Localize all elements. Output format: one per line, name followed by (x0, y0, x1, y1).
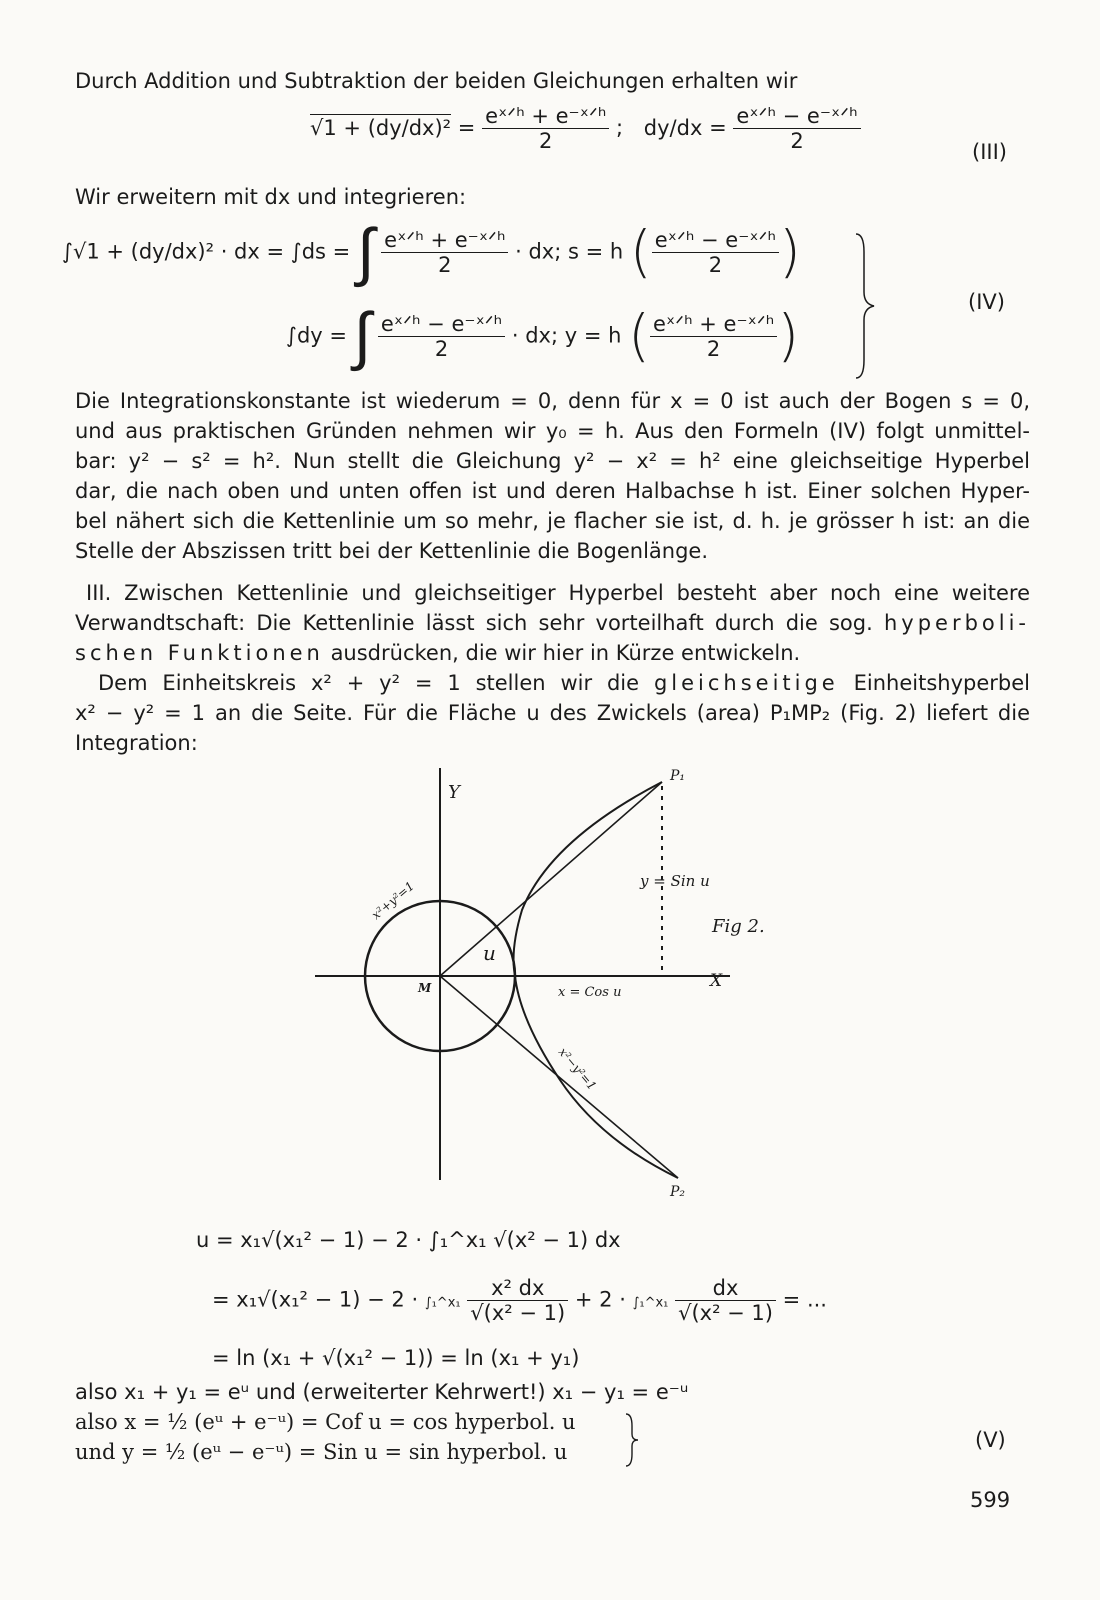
area-u-label: u (483, 941, 496, 965)
para3-line2: x² − y² = 1 an die Seite. Für die Fläche u des Zwickels (area) P₁MP₂ (Fig. 2) liefert die (75, 701, 1030, 725)
eq4-label: (IV) (968, 290, 1005, 314)
para1-line5: bel nähert sich die Kettenlinie um so mehr, je flacher sie ist, d. h. je grösser h ist: an die (75, 509, 1030, 533)
figure-2 (300, 760, 780, 1200)
eq3-label: (III) (972, 140, 1007, 164)
x-axis-label: X (710, 971, 723, 991)
eq5-line3: = ln (x₁ + √(x₁² − 1)) = ln (x₁ + y₁) (212, 1346, 580, 1370)
eq3-frac2: $\frac{\text{eˣᐟʰ − e⁻ˣᐟʰ}}{2}$ (733, 104, 860, 153)
hyperbola-equation-label: x²−y²=1 (555, 1044, 600, 1093)
eq5-line6: und y = ½ (eᵘ − e⁻ᵘ) = Sin u = sin hyperbol. u (75, 1440, 568, 1464)
eq5-label: (V) (975, 1428, 1006, 1452)
para1-line3: bar: y² − s² = h². Nun stellt die Gleichung y² − x² = h² eine gleichseitige Hyperbel (75, 449, 1030, 473)
intro-text: Durch Addition und Subtraktion der beiden Gleichungen erhalten wir (75, 69, 798, 93)
para2-line1: III. Zwischen Kettenlinie und gleichseitiger Hyperbel besteht aber noch eine weitere (86, 581, 1030, 605)
equation-iii: √1 + (dy/dx)² = $\frac{\text{eˣᐟʰ + e⁻ˣᐟʰ}}{2}$ ; dy/dx = $\frac{\text{eˣᐟʰ − e⁻ˣᐟʰ}}{2}$ (310, 104, 861, 153)
eq4-brace (852, 232, 882, 380)
para1-line1: Die Integrationskonstante ist wiederum = 0, denn für x = 0 ist auch der Bogen s = 0, (75, 389, 1030, 413)
eq5-line2: = x₁√(x₁² − 1) − 2 · ∫₁^x₁ $\frac{\text{x² dx}}{\text{√(x² − 1)}}$ + 2 · ∫₁^x₁ $\frac{dx}{\text{√(x² − 1)}}$ = ... (212, 1276, 827, 1325)
spaced-term-gleichseitige: gleichseitige (653, 671, 839, 695)
para3-line3: Integration: (75, 731, 198, 755)
eq5-brace (622, 1412, 642, 1468)
eq3-dydx: dy/dx (643, 115, 703, 140)
abscissa-label: x = Cos u (558, 985, 622, 1000)
spaced-term-funktionen: schen Funktionen (75, 641, 324, 665)
para1-line6: Stelle der Abszissen tritt bei der Kettenlinie die Bogenlänge. (75, 539, 709, 563)
ordinate-label: y = Sin u (640, 872, 710, 890)
para3-line1: Dem Einheitskreis x² + y² = 1 stellen wir die gleichseitige Einheitshyperbel (98, 671, 1030, 695)
equation-iv-line2: ∫dy = ∫ $\frac{\text{eˣᐟʰ − e⁻ˣᐟʰ}}{2}$ · dx; y = h ( $\frac{\text{eˣᐟʰ + e⁻ˣᐟʰ}}{2}$ ) (286, 299, 800, 374)
ray-p1 (440, 782, 662, 976)
origin-label: M (418, 981, 432, 995)
eq3-frac1: $\frac{\text{eˣᐟʰ + e⁻ˣᐟʰ}}{2}$ (482, 104, 609, 153)
para2-line3: schen Funktionen ausdrücken, die wir hier in Kürze entwickeln. (75, 641, 801, 665)
para2-line2: Verwandtschaft: Die Kettenlinie lässt sich sehr vorteilhaft durch die sog. hyperboli- (75, 611, 1030, 635)
y-axis-label: Y (448, 782, 460, 803)
equation-iv-line1: ∫√1 + (dy/dx)² · dx = ∫ds = ∫ $\frac{\text{eˣᐟʰ + e⁻ˣᐟʰ}}{2}$ · dx; s = h ( $\frac{\text{eˣᐟʰ − e⁻ˣᐟʰ}}{2}$ ) (62, 215, 801, 290)
para1-line2: und aus praktischen Gründen nehmen wir y₀ = h. Aus den Formeln (IV) folgt unmittel- (75, 419, 1030, 443)
page-number: 599 (970, 1488, 1011, 1512)
para1-line4: dar, die nach oben und unten offen ist und deren Halbachse h ist. Einer solchen Hyper- (75, 479, 1030, 503)
figure-caption: Fig 2. (712, 916, 765, 937)
extend-text: Wir erweitern mit dx und integrieren: (75, 185, 467, 209)
circle-equation-label: x²+y²=1 (368, 878, 417, 923)
eq3-sqrt: √1 + (dy/dx)² (310, 115, 452, 140)
eq5-line5: also x = ½ (eᵘ + e⁻ᵘ) = Cof u = cos hyperbol. u (75, 1410, 576, 1434)
p2-label: P₂ (670, 1184, 686, 1200)
unit-hyperbola (514, 782, 678, 1178)
eq5-line4: also x₁ + y₁ = eᵘ und (erweiterter Kehrwert!) x₁ − y₁ = e⁻ᵘ (75, 1380, 689, 1404)
ray-p2 (440, 976, 678, 1178)
eq5-line1: u = x₁√(x₁² − 1) − 2 · ∫₁^x₁ √(x² − 1) dx (196, 1228, 621, 1252)
p1-label: P₁ (670, 768, 686, 784)
spaced-term-hyperboli: hyperboli- (883, 611, 1030, 635)
